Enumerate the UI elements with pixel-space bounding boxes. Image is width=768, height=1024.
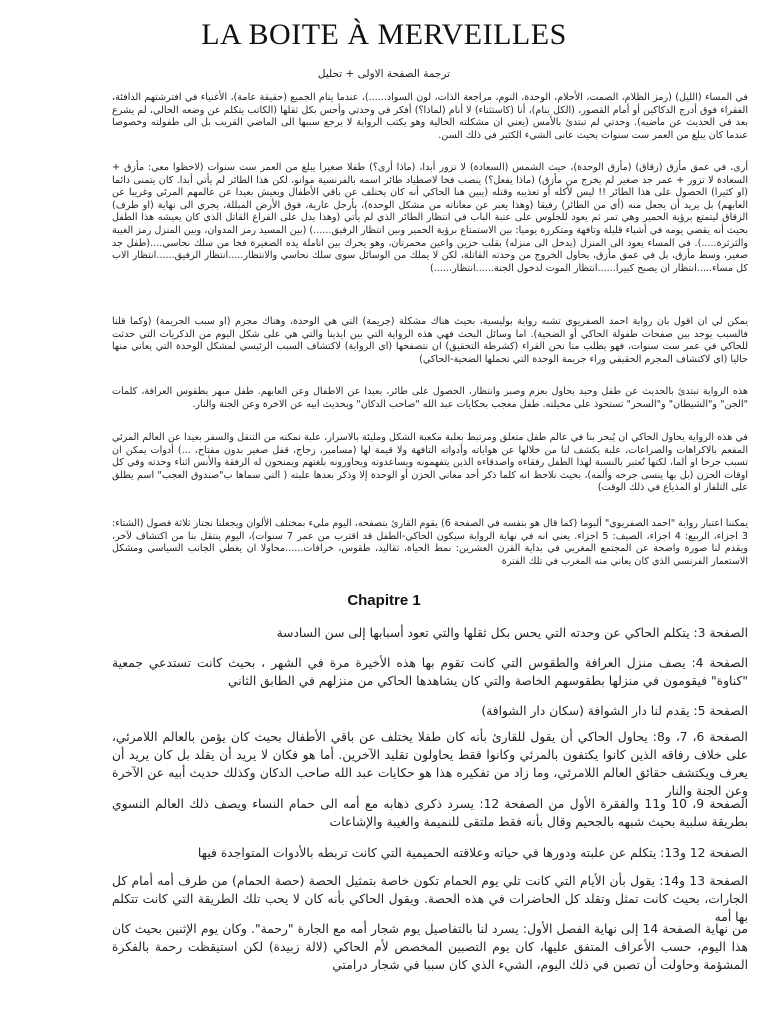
chapter-heading: Chapitre 1 (347, 592, 421, 609)
intro-paragraph-4: هذه الرواية تبتدئ بالحديث عن طفل وحيد يحاول بعزم وصبر وانتظار، الحصول على طائر، بعيدا عن الاطفال وعن العابهم. طفل مبهر بطقوس العرافة، كلمات "الجن" و"الشيطان" و"السحر" تستحوذ على مخيلته. طفل معجب بحكايات عبد الله "صاحب الدكان" وبحديث ابيه عن الاخرة وعن الجنة والنار. (112, 386, 748, 410)
chapter-paragraph-7: الصفحة 13 و14: يقول بأن الأيام التي كانت تلي يوم الحمام تكون خاصة بتمثيل الحصة (حصة الحمام) من طرف أمه أمام كل الجارات، بحيث كانت تمثل وتقلد كل الحاضرات في هذه الحصة. ويقول الحاكي بأنه كان لا يحب تلك الطريقة التي كانت تتكلم بها أمه (112, 874, 748, 924)
chapter-paragraph-5: الصفحة 9، 10 و11 والفقرة الأول من الصفحة 12: يسرد ذكرى ذهابه مع أمه الى حمام النساء ويصف ذلك العالم النسوي بطريقة سلبية بحيث شبهه بالجحيم وقال بأنه فقط ملتقى للنميمة والغيبة والإشاعات (112, 797, 748, 829)
chapter-paragraph-4: الصفحة 6، 7، و8: يحاول الحاكي أن يقول للقارئ بأنه كان طفلا يختلف عن باقي الأطفال بحيث كان يؤمن بالعالم اللامرئي، على خلاف رفاقه الذين كانوا يكتفون بالمرئي وكانوا فقط يحاولون تقليد الآخرين. أما هو فكان لا يريد أن يقلد بل كان يريد أن يعرف ويكتشف حقائق العالم اللامرئي، وما زاد من تفكيره هذا هو حكايات عبد الله صاحب الدكان وكذلك حديث أبيه عن الآخرة وعن الجنة والنار (112, 730, 748, 798)
intro-paragraph-5: في هذه الرواية يحاول الحاكي ان يُبحر بنا في عالم طفل متعلق ومرتبط بعلبة مكعبة الشكل ومليئة بالاسرار، علبة تمكنه من التنقل والسفر بعيدا عن العالم المرئي المفعم بالاكراهات والصراعات، علبة يكشف لنا من خلالها عن هواياته وأدواته التافهة ولا قيمة لها (مسامير، زجاج، قفل صغير بدون مفتاح، ...) أدوات يمكن ان تسبب جرحا او ألما، لكنها تُعتبر بالنسبة لهذا الطفل رفقاءه واصدقاءه الذين يتفهمونه ويساعدونه ويحاورونه بلغتهم ويمنحون له الرفقة والأنس اثناء وحدته وفي كل اوقات الحزن (بل بها ينسى جرحه وألمه)، بحيث نلاحظ انه كلما ذكر أحد معاني الحزن أو الوحدة إلا وذكر بعدها علبته ( التي سماها ب"صندوق العجب" اسم يطلق على التلفاز او المذياع في ذلك الوقت) (112, 432, 748, 494)
intro-paragraph-6: يمكننا اعتبار رواية "احمد الصفريوي" ألبوما (كما قال هو بنفسه في الصفحة 6) يقوم القارئ بتصفحه، اليوم مليء بمختلف الألوان ويجعلنا نجتاز ثلاثة فصول (الشتاء: 3 اجزاء، الربيع: 4 اجزاء، الصيف: 5 اجزاء. يعني انه في نهاية الرواية سيكون الحاكي-الطفل قد اقترب من عمر 7 سنوات)، اليوم ينتقل بنا من اكتشاف لآخر، ويقدم لنا صورة واضحة عن المجتمع المغربي في بداية القرن العشرين: نمط الحياة، تقاليد، طقوس، خرافات......محاولا ان يغطي الجانب السياسي ومشكل الاستعمار الفرنسي الذي كان يعاني منه المغرب في تلك الفترة (112, 518, 749, 567)
intro-paragraph-1: في المساء (الليل) (رمز الظلام، الصمت، الأحلام، الوحدة، النوم، مراجعة الذات، لون السواد......)، عندما ينام الجميع (حقيقة عامة)، الأغنياء في افترشتهم الدافئة، الفقراء فوق أدرج الدكاكين أو أمام القصور، (الكل ينام)، أنا (كاستثناء) لا أنام (لماذا؟) أفكر في وحدتي وأحس بكل ثقلها (الكاتب يتكلم عن وضعه الحالي، لم يشرع بعد في الحديث عن ماضيه). وحدتي لم تبتدئ بالأمس (يعني ان مشكلته الحالية وهو يكتب الرواية لا يرجع سببها الى الماضي القريب بل الى طفولته وخصوصا عندما كان يبلغ من العمر ست سنوات بحيث عانى الشيء الكثير في ذلك السن. (112, 92, 748, 141)
intro-paragraph-2: أرى، في عمق مأزق (زقاق) (مأزق الوحدة)، حيث الشمس (السعادة) لا تزور أبدا، (ماذا أرى؟) طفلا صغيرا يبلغ من العمر ست سنوات (لاحظوا معي: مأزق + السعادة لا تزور + عمر جد صغير لم يخرج من مأزق) (ماذا يفعل؟) ينصب فخا لاصطياد طائر اسمه بالفرنسية موانو، لكن هذا الطائر لم يأتي أبدا. كان يتمنى دائما (او كثيرا) الحصول على هذا الطائر !! ليس لأكله أو تعذيبه وقتله (يبين هنا الحاكي أنه كان يختلف عن باقي الأطفال ويعيش بعيدا عن عالمهم المرئي وغريبا عن العابهم) بل يريد أن يجعل منه (أي من الطائر) رفيقا (وهذا يعبر عن معاناته من مشكل الوحدة)، بأرجل عارية، فوق الأرض المبللة، يجري الى نهاية (او طرف) الزقاق ليتمتع برؤية الحمير وهي تمر ثم يعود للجلوس على عتبة الباب في انتظار الطائر الذي لم يأتي (وهذا يدل على الفراغ القاتل الذي كان يعيشه هذا الطفل بحيث أنه يقضي يومه في أشياء قليلة وتافهة ومتكررة يوميا: بين الاستمتاع برؤية الحمير وبين انتظار الرفيق......) (بين المسيد رمز المدوان، وبين المنزل رمز الغيبة والثرثرة.....). في المساء يعود الى المنزل (يدخل الى منزله) بقلب حزين واعين محمرتان، وهو يحرك بين اناملة يده الصغيرة فخا من سلك نحاسي....(طفل جد صغير، وسط مأزق، بل في عمق مأزق، يحاول الخروج من وحدته القاتلة، لكن لا يملك من الوسائل سوى سلك نحاسي والانتظار.....انتظار الرفيق......انتظار الاب كل مساء.....انتظار ان يصبح كبيرا......انتظار الموت لدخول الجنة......انتظار......) (112, 162, 748, 274)
intro-paragraph-3: يمكن لي ان اقول بان رواية احمد الصفريوي تشبه رواية بوليسية، بحيث هناك مشكلة (جريمة) التي هي الوحدة، وهناك مجرم (او سبب الجريمة) (وكما قلنا فالسبب يوجد بين صفحات طفولة الحاكي أو الضحية). اما وسائل البحث فهي هذه الرواية التي بين ايدينا والتي هي على شكل اليوم من الذكريات التي حدثت للحاكي في عمر ست سنوات، فهو يطلب منا نحن القراء (كشرطة التحقيق) ان نتصفحها (اي الرواية) لاكتشاف السبب الرئيسي لمشكل الوحدة التي يعاني منها حاليا (اي لاكتشاف المجرم الحقيقي وراء جريمة الوحدة التي تحملها الضحية-الحاكي) (112, 316, 748, 365)
page-subtitle: ترجمة الصفحة الاولى + تحليل (317, 68, 451, 80)
chapter-paragraph-8: من نهاية الصفحة 14 إلى نهاية الفصل الأول: يسرد لنا بالتفاصيل يوم شجار أمه مع الجارة "رحمة". وكان يوم الإثنين بحيث كان هذا اليوم، حسب الأعراف المتفق عليها، كان يوم التصبين المخصص لأم الحاكي (لالة زبيدة) لكن استيقظت رحمة بالفكرة المشؤمة وحاولت أن تصبن في ذلك اليوم، الشيء الذي كان سببا في شجار درامتي (112, 922, 748, 972)
chapter-paragraph-2: الصفحة 4: يصف منزل العرافة والطقوس التي كانت تقوم بها هذه الأخيرة مرة في الشهر ، بحيث كانت تستدعي جمعية "كناوة" فيقومون في منزلها بطقوسهم الخاصة والتي كان يشاهدها الحاكي من منزلهم في الطابق الثاني (112, 656, 748, 688)
page-title: LA BOITE À MERVEILLES (201, 18, 567, 51)
chapter-paragraph-1: الصفحة 3: يتكلم الحاكي عن وحدته التي يحس بكل ثقلها والتي تعود أسبابها إلى سن السادسة (276, 626, 748, 640)
chapter-paragraph-6: الصفحة 12 و13: يتكلم عن علبته ودورها في حياته وعلاقته الحميمية التي كانت تربطه بالأدوات المتواجدة فيها (197, 846, 748, 860)
chapter-paragraph-3: الصفحة 5: يقدم لنا دار الشوافة (سكان دار الشوافة) (481, 704, 748, 718)
